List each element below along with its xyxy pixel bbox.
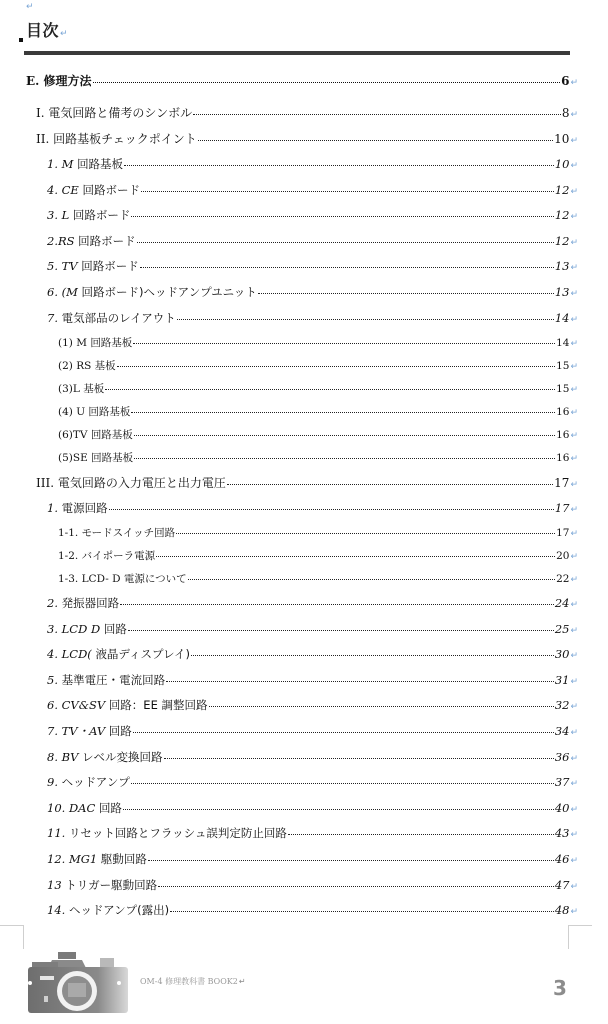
anchor-marker-icon <box>19 38 23 42</box>
toc-entry-page: 47 <box>554 878 570 892</box>
toc-entry-number: (2) RS <box>58 360 92 372</box>
paragraph-mark: ↵ <box>570 408 578 418</box>
paragraph-mark: ↵ <box>570 339 578 349</box>
dot-leader <box>191 655 554 656</box>
title-divider <box>24 51 570 55</box>
toc-entry-number: 13 <box>47 878 62 892</box>
paragraph-mark: ↵ <box>570 779 578 789</box>
toc-entry-number: 9. <box>47 775 58 789</box>
paragraph-mark: ↵ <box>570 830 578 840</box>
paragraph-mark: ↵ <box>570 600 578 610</box>
toc-entry-label <box>47 697 208 713</box>
paragraph-mark: ↵ <box>570 315 578 325</box>
toc-entry[interactable] <box>47 723 578 741</box>
toc-entry-number: E. <box>26 74 40 88</box>
toc-entry-label <box>36 130 197 147</box>
toc-entry-label <box>47 595 119 611</box>
paragraph-mark: ↵ <box>570 289 578 299</box>
toc-entry-page: 13 <box>554 259 570 273</box>
toc-entry-page: 17 <box>556 527 570 539</box>
dot-leader <box>170 911 554 912</box>
toc-entry-text: ヘッドアンプ(露出) <box>68 903 170 917</box>
toc-entry-page: 17 <box>554 476 570 490</box>
toc-entry[interactable] <box>58 450 578 468</box>
toc-entry-page: 25 <box>554 622 570 636</box>
toc-entry-page: 32 <box>554 698 570 712</box>
toc-title <box>26 18 68 41</box>
toc-entry-number: 1. <box>47 501 58 515</box>
toc-entry-text: 回路基板チェックポイント <box>53 132 197 146</box>
toc-entry[interactable] <box>58 404 578 422</box>
toc-entry-page: 6 <box>561 74 570 88</box>
toc-entry-number: I. <box>36 106 45 120</box>
toc-entry-label <box>47 258 139 274</box>
toc-entry-text: 回路 <box>103 622 127 636</box>
toc-entry[interactable] <box>58 358 578 376</box>
toc-entry-number: 2. <box>47 596 58 610</box>
toc-entry-page: 15 <box>556 360 570 372</box>
toc-entry-label <box>36 104 192 121</box>
toc-entry-text: 電気回路の入力電圧と出力電圧 <box>57 476 226 490</box>
toc-entry-text: 回路ボード <box>81 259 139 273</box>
toc-entry-number: 5. <box>47 673 58 687</box>
toc-entry-number: 3. L <box>47 208 70 222</box>
toc-entry-label <box>47 800 122 816</box>
toc-entry-number: 12. MG1 <box>47 852 98 866</box>
toc-entry-page: 14 <box>556 337 570 349</box>
dot-leader <box>198 140 553 141</box>
crop-mark-right <box>568 925 592 949</box>
paragraph-mark: ↵ <box>570 480 578 490</box>
toc-entry-text: 電気回路と備考のシンボル <box>48 106 193 120</box>
dot-leader <box>156 556 555 557</box>
toc-entry-label <box>47 902 169 918</box>
paragraph-mark: ↵ <box>570 728 578 738</box>
toc-entry-number: (1) M <box>58 337 87 349</box>
toc-entry-text: 回路：EE 調整回路 <box>108 698 208 712</box>
paragraph-mark: ↵ <box>570 454 578 464</box>
dot-leader <box>131 783 554 784</box>
toc-entry-number: 2.RS <box>47 234 75 248</box>
toc-entry-text: 発振器回路 <box>61 596 120 610</box>
paragraph-mark: ↵ <box>570 907 578 917</box>
toc-entry-number: III. <box>36 476 55 490</box>
dot-leader <box>288 834 554 835</box>
toc-entry-text: 回路基板 <box>77 157 124 171</box>
toc-entry-page: 40 <box>554 801 570 815</box>
toc-entry-page: 34 <box>554 724 570 738</box>
toc-entry-label <box>47 851 147 867</box>
toc-entry[interactable] <box>47 595 578 613</box>
camera-image <box>22 950 134 1016</box>
dot-leader <box>117 366 555 367</box>
toc-entry-page: 10 <box>554 157 570 171</box>
toc-entry-label <box>58 525 175 540</box>
toc-entry-label <box>47 646 190 662</box>
toc-entry-number: (6)TV <box>58 429 88 441</box>
toc-entry-label <box>36 474 226 491</box>
toc-entry-page: 17 <box>554 501 570 515</box>
toc-entry[interactable] <box>47 697 578 715</box>
toc-entry-page: 8 <box>561 106 570 120</box>
dot-leader <box>133 343 555 344</box>
toc-entry-label <box>58 548 155 563</box>
crop-mark-left <box>0 925 24 949</box>
paragraph-mark: ↵ <box>570 263 578 273</box>
dot-leader <box>105 389 555 390</box>
toc-entry-page: 24 <box>554 596 570 610</box>
toc-entry-number: 14. <box>47 903 66 917</box>
toc-entry-text: 回路基板 <box>91 452 134 464</box>
paragraph-mark: ↵ <box>570 238 578 248</box>
toc-entry-page: 16 <box>556 429 570 441</box>
toc-entry-label <box>58 381 104 396</box>
toc-entry-label <box>47 500 108 516</box>
toc-entry-label <box>47 877 157 893</box>
dot-leader <box>193 114 561 115</box>
toc-entry-text: 回路基板 <box>90 429 133 441</box>
dot-leader <box>124 165 554 166</box>
toc-entry-label <box>47 182 140 198</box>
dot-leader <box>148 860 554 861</box>
toc-entry-label <box>47 310 176 326</box>
toc-entry-page: 31 <box>554 673 570 687</box>
footer-title-text: OM-4 修理教科書 BOOK2 <box>140 977 238 986</box>
toc-entry-page: 12 <box>554 183 570 197</box>
toc-entry-number: 5. TV <box>47 259 78 273</box>
toc-entry-number: 6. CV&SV <box>47 698 106 712</box>
toc-entry-number: (4) U <box>58 406 86 418</box>
toc-entry[interactable] <box>36 130 578 148</box>
toc-entry[interactable] <box>47 621 578 639</box>
toc-entry[interactable] <box>47 207 578 225</box>
toc-entry[interactable] <box>47 500 578 518</box>
toc-entry-number: 1-1. <box>58 527 79 539</box>
paragraph-mark: ↵ <box>570 651 578 661</box>
toc-entry[interactable] <box>47 182 578 200</box>
dot-leader <box>141 191 554 192</box>
toc-entry-label <box>58 450 133 465</box>
toc-entry[interactable] <box>47 749 578 767</box>
toc-entry-number: 7. <box>47 311 58 325</box>
toc-entry-text: 電気部品のレイアウト <box>61 311 176 325</box>
paragraph-mark: ↵ <box>570 754 578 764</box>
toc-entry-text: トリガー駆動回路 <box>65 878 158 892</box>
toc-entry-text: 修理方法 <box>43 74 92 88</box>
toc-entry-label <box>47 774 130 790</box>
toc-entry[interactable] <box>47 825 578 843</box>
paragraph-mark: ↵ <box>570 110 578 120</box>
toc-entry-label <box>47 233 136 249</box>
toc-entry-number: 3. LCD D <box>47 622 101 636</box>
toc-entry-number: 6. (M <box>47 285 78 299</box>
paragraph-mark: ↵ <box>570 78 578 88</box>
toc-entry[interactable] <box>58 381 578 399</box>
toc-entry[interactable] <box>47 646 578 664</box>
toc-entry[interactable] <box>47 851 578 869</box>
dot-leader <box>131 412 555 413</box>
toc-entry-text: 基板 <box>83 383 105 395</box>
toc-entry-number: 4. LCD( <box>47 647 92 661</box>
footer-title <box>140 976 246 987</box>
paragraph-mark: ↵ <box>570 677 578 687</box>
paragraph-mark: ↵ <box>570 187 578 197</box>
paragraph-mark: ↵ <box>570 529 578 539</box>
toc-entry-text: 回路 <box>108 724 132 738</box>
toc-entry-label <box>47 749 163 765</box>
toc-entry-text: 駆動回路 <box>100 852 147 866</box>
toc-entry-text: ヘッドアンプ <box>61 775 130 789</box>
dot-leader <box>209 706 554 707</box>
paragraph-mark: ↵ <box>570 552 578 562</box>
toc-entry-text: 回路基板 <box>90 337 133 349</box>
toc-entry-text: 電源について <box>123 573 187 585</box>
toc-entry-label <box>47 825 287 841</box>
dot-leader <box>134 435 555 436</box>
toc-entry-page: 46 <box>554 852 570 866</box>
toc-entry[interactable] <box>47 258 578 276</box>
paragraph-mark: ↵ <box>570 856 578 866</box>
paragraph-mark: ↵ <box>570 212 578 222</box>
dot-leader <box>128 630 554 631</box>
paragraph-mark: ↵ <box>238 977 246 986</box>
toc-entry-text: 回路ボード)ヘッドアンプユニット <box>81 285 257 299</box>
toc-entry-page: 14 <box>554 311 570 325</box>
paragraph-mark: ↵ <box>570 882 578 892</box>
dot-leader <box>140 267 554 268</box>
toc-entry-label <box>26 72 92 89</box>
toc-entry[interactable] <box>47 310 578 328</box>
toc-entry[interactable] <box>47 877 578 895</box>
toc-entry-page: 22 <box>556 573 570 585</box>
toc-entry[interactable] <box>47 672 578 690</box>
paragraph-mark: ↵ <box>570 505 578 515</box>
toc-entry-number: 4. CE <box>47 183 79 197</box>
toc-entry[interactable] <box>47 156 578 174</box>
toc-entry[interactable] <box>58 335 578 353</box>
toc-entry-page: 30 <box>554 647 570 661</box>
toc-entry-number: (5)SE <box>58 452 88 464</box>
paragraph-mark: ↵ <box>570 161 578 171</box>
dot-leader <box>133 732 554 733</box>
toc-entry-label <box>58 404 130 419</box>
toc-entry-page: 36 <box>554 750 570 764</box>
toc-entry-text: バイポーラ電源 <box>81 550 156 562</box>
dot-leader <box>166 681 554 682</box>
toc-entry-number: 10. DAC <box>47 801 96 815</box>
toc-entry-number: (3)L <box>58 383 80 395</box>
toc-entry[interactable] <box>47 902 578 920</box>
toc-entry-label <box>47 672 165 688</box>
toc-entry-text: 回路ボード <box>78 234 136 248</box>
toc-entry-label <box>58 335 132 350</box>
toc-entry-page: 37 <box>554 775 570 789</box>
toc-entry-number: 1-3. LCD- D <box>58 573 121 585</box>
toc-entry-text: レベル変換回路 <box>82 750 163 764</box>
dot-leader <box>227 484 553 485</box>
toc-entry-label <box>58 427 133 442</box>
paragraph-mark: ↵ <box>570 362 578 372</box>
toc-entry[interactable] <box>26 72 578 90</box>
dot-leader <box>177 319 554 320</box>
toc-entry-text: 回路ボード <box>82 183 140 197</box>
toc-entry-page: 16 <box>556 406 570 418</box>
dot-leader <box>188 579 555 580</box>
toc-entry[interactable] <box>58 571 578 589</box>
page-number: 3 <box>553 976 567 1000</box>
toc-entry-text: 基板 <box>94 360 116 372</box>
toc-entry-number: 8. BV <box>47 750 79 764</box>
toc-entry[interactable] <box>58 525 578 543</box>
toc-entry-number: 1. M <box>47 157 74 171</box>
toc-entry-page: 43 <box>554 826 570 840</box>
toc-entry-page: 12 <box>554 234 570 248</box>
toc-entry-page: 48 <box>554 903 570 917</box>
toc-entry-page: 20 <box>556 550 570 562</box>
paragraph-mark: ↵ <box>570 385 578 395</box>
paragraph-mark: ↵ <box>570 136 578 146</box>
paragraph-mark: ↵ <box>570 431 578 441</box>
toc-entry[interactable] <box>36 474 578 492</box>
dot-leader <box>93 82 561 83</box>
toc-entry-number: 7. TV・AV <box>47 724 106 738</box>
dot-leader <box>164 758 554 759</box>
dot-leader <box>131 216 553 217</box>
dot-leader <box>109 509 554 510</box>
paragraph-mark: ↵ <box>60 29 69 39</box>
dot-leader <box>258 293 554 294</box>
toc-entry-text: 回路基板 <box>88 406 131 418</box>
toc-entry[interactable] <box>47 284 578 302</box>
toc-entry[interactable] <box>47 774 578 792</box>
toc-entry-text: 回路 <box>98 801 122 815</box>
toc-entry-label <box>58 358 116 373</box>
toc-entry-label <box>47 621 127 637</box>
toc-entry[interactable] <box>47 800 578 818</box>
toc-entry-text: 基準電圧・電流回路 <box>61 673 166 687</box>
toc-entry-text: リセット回路とフラッシュ誤判定防止回路 <box>68 826 287 840</box>
dot-leader <box>134 458 555 459</box>
toc-entry[interactable] <box>36 104 578 122</box>
toc-entry-text: 液晶ディスプレイ) <box>95 647 190 661</box>
dot-leader <box>120 604 554 605</box>
toc-entry-text: 回路ボード <box>72 208 131 222</box>
toc-entry[interactable] <box>47 233 578 251</box>
dot-leader <box>137 242 554 243</box>
toc-entry-number: II. <box>36 132 50 146</box>
toc-entry-label <box>47 284 257 300</box>
toc-entry-page: 12 <box>554 208 570 222</box>
toc-title-text: 目次 <box>26 21 60 40</box>
paragraph-mark: ↵ <box>570 626 578 636</box>
toc-entry-page: 16 <box>556 452 570 464</box>
camera-icon <box>22 950 134 1016</box>
paragraph-mark: ↵ <box>570 805 578 815</box>
dot-leader <box>176 533 555 534</box>
dot-leader <box>123 809 554 810</box>
toc-entry-label <box>58 571 187 586</box>
paragraph-mark: ↵ <box>570 702 578 712</box>
paragraph-mark: ↵ <box>570 575 578 585</box>
dot-leader <box>158 886 554 887</box>
toc-entry-page: 15 <box>556 383 570 395</box>
toc-entry-page: 13 <box>554 285 570 299</box>
toc-entry[interactable] <box>58 427 578 445</box>
toc-entry-label <box>47 207 130 223</box>
toc-entry-text: 電源回路 <box>61 501 108 515</box>
toc-entry-number: 11. <box>47 826 66 840</box>
toc-entry-page: 10 <box>554 132 570 146</box>
toc-entry-text: モードスイッチ回路 <box>81 527 176 539</box>
toc-entry-label <box>47 156 123 172</box>
toc-entry-label <box>47 723 132 739</box>
paragraph-mark: ↵ <box>26 2 34 12</box>
toc-entry[interactable] <box>58 548 578 566</box>
toc-entry-number: 1-2. <box>58 550 79 562</box>
